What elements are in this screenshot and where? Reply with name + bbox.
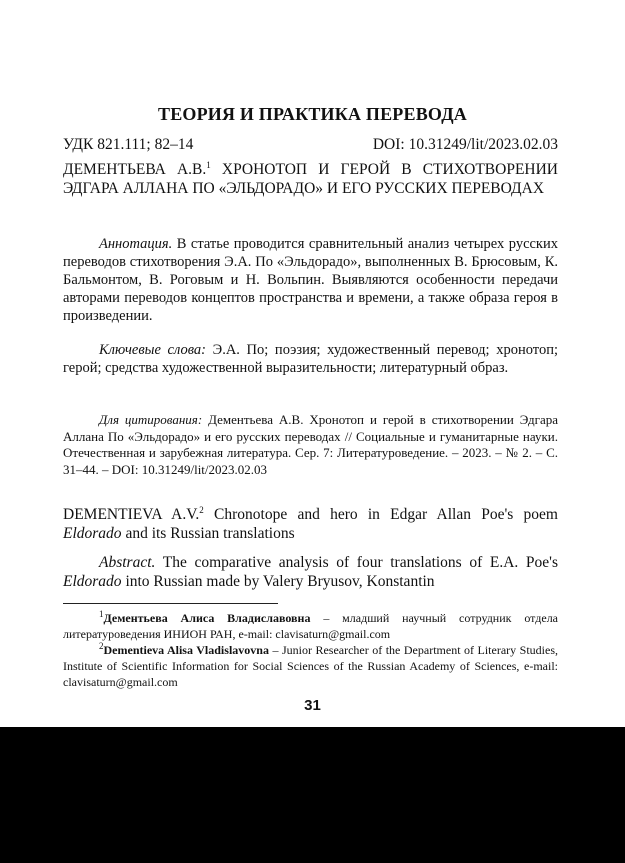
footnote-1 (63, 610, 558, 642)
doi: DOI: 10.31249/lit/2023.02.03 (372, 136, 558, 153)
article-title-ru (63, 160, 558, 198)
author-name-en: DEMENTIEVA A.V. (63, 506, 200, 523)
abstract-en-text-after: into Russian made by Valery Bryusov, Konstantin (121, 573, 435, 590)
footnote-mark-1[interactable]: 1 (206, 159, 211, 170)
footnote-2-name: Dementieva Alisa Vladislavovna (103, 643, 269, 657)
keywords-ru-text: Э.А. По; поэзия; художественный перевод; хронотоп; герой; средства художественной выразительности; литературный образ. (63, 342, 558, 376)
abstract-en-text-before: The comparative analysis of four translations of E.A. Poe's (155, 554, 558, 571)
author-name-ru: ДЕМЕНТЬЕВА А.В. (63, 161, 207, 178)
footnote-1-name: Дементьева Алиса Владиславовна (103, 611, 311, 625)
citation-lead: Для цитирования: (99, 412, 203, 427)
abstract-en-lead: Abstract. (99, 554, 156, 571)
keywords-ru-lead: Ключевые слова: (99, 342, 206, 358)
abstract-ru-text: В статье проводится сравнительный анализ четырех русских переводов стихотворения Э.А. По «Эльдорадо», выполненных В. Брюсовым, К. Бальмонтом, В. Роговым и Н. Вольпин. Выявляются особенности передачи авторами переводов концептов пространства и времени, а также образа героя в произведении. (63, 236, 558, 324)
poem-title-en: Eldorado (63, 525, 122, 542)
title-text-ru: ХРОНОТОП И ГЕРОЙ В СТИХОТВОРЕНИИ ЭДГАРА АЛЛАНА ПО «ЭЛЬДОРАДО» И ЕГО РУССКИХ ПЕРЕВОДАХ (63, 161, 558, 197)
page-number: 31 (304, 697, 321, 714)
abstract-ru (63, 235, 558, 325)
citation-text: Дементьева А.В. Хронотоп и герой в стихотворении Эдгара Аллана По «Эльдорадо» и его русских переводах // Социальные и гуманитарные науки. Отечественная и зарубежная литература. Сер. 7: Литературоведение. – 2023. – № 2. – С. 31–44. – DOI: 10.31249/lit/2023.02.03 (63, 412, 558, 477)
footnote-2-mark: 2 (99, 641, 104, 651)
footnote-2 (63, 642, 558, 690)
abstract-en (63, 553, 558, 591)
udk-code: УДК 821.111; 82–14 (63, 136, 194, 153)
meta-row (63, 136, 558, 154)
abstract-ru-lead: Аннотация. (99, 236, 173, 252)
footnotes (63, 610, 558, 690)
footnote-2-text: – Junior Researcher of the Department of Literary Studies, Institute of Scientific Information for Social Sciences of the Russian Academy of Sciences, e-mail: clavisaturn@gmail.com (63, 643, 558, 689)
title-text-en-after: and its Russian translations (121, 525, 295, 542)
footnote-1-mark: 1 (99, 609, 104, 619)
section-title: ТЕОРИЯ И ПРАКТИКА ПЕРЕВОДА (157, 104, 467, 124)
abstract-en-poem: Eldorado (63, 573, 122, 590)
citation (63, 412, 558, 478)
footnote-divider (63, 603, 278, 604)
footnote-1-text: – младший научный сотрудник отдела литературоведения ИНИОН РАН, e-mail: clavisaturn@gmail.com (63, 611, 559, 641)
keywords-ru (63, 341, 558, 377)
title-text-en-before: Chronotope and hero in Edgar Allan Poe's poem (203, 506, 558, 523)
article-title-en (63, 505, 558, 543)
footnote-mark-2[interactable]: 2 (199, 504, 204, 515)
